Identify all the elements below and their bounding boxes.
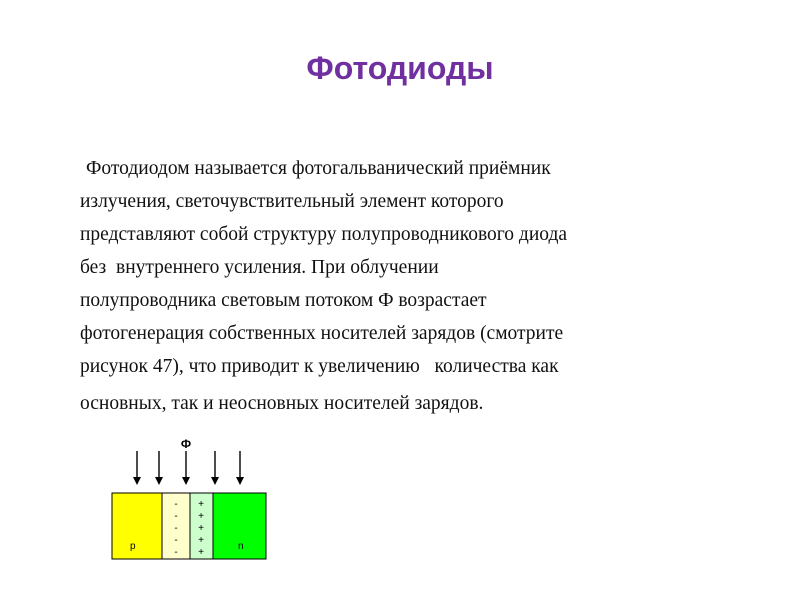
body-line: рисунок 47), что приводит к увеличению количества как [80,356,559,377]
p-label: p [130,541,136,552]
flux-label: Ф [180,437,192,451]
n-label: n [238,541,244,552]
minus-sign: - [174,547,178,558]
body-line: фотогенерация собственных носителей зарядов (смотрите [80,323,564,344]
plus-sign: + [198,499,204,510]
plus-sign: + [198,547,204,558]
body-line: представляют собой структуру полупроводникового диода [80,224,568,245]
arrow-head [155,477,163,485]
body-line: основных, так и неосновных носителей зарядов. [80,393,484,414]
plus-charges [198,499,204,558]
arrow-head [236,477,244,485]
arrow-head [133,477,141,485]
arrow-head [211,477,219,485]
minus-sign: - [174,499,178,510]
plus-sign: + [198,511,204,522]
p-region [112,493,162,559]
minus-sign: - [174,535,178,546]
light-arrows [133,451,244,485]
arrow-head [182,477,190,485]
plus-sign: + [198,535,204,546]
body-line: полупроводника световым потоком Ф возрастает [80,290,487,311]
photodiode-diagram [100,437,300,577]
minus-sign: - [174,523,178,534]
minus-sign: - [174,511,178,522]
body-line: Фотодиодом называется фотогальванический приёмник [86,158,551,179]
body-line: излучения, светочувствительный элемент которого [80,191,504,212]
body-paragraph [80,152,780,420]
plus-sign: + [198,523,204,534]
slide-title: Фотодиоды [306,50,494,86]
minus-charges [174,499,177,558]
body-line: без внутреннего усиления. При облучении [80,257,439,278]
